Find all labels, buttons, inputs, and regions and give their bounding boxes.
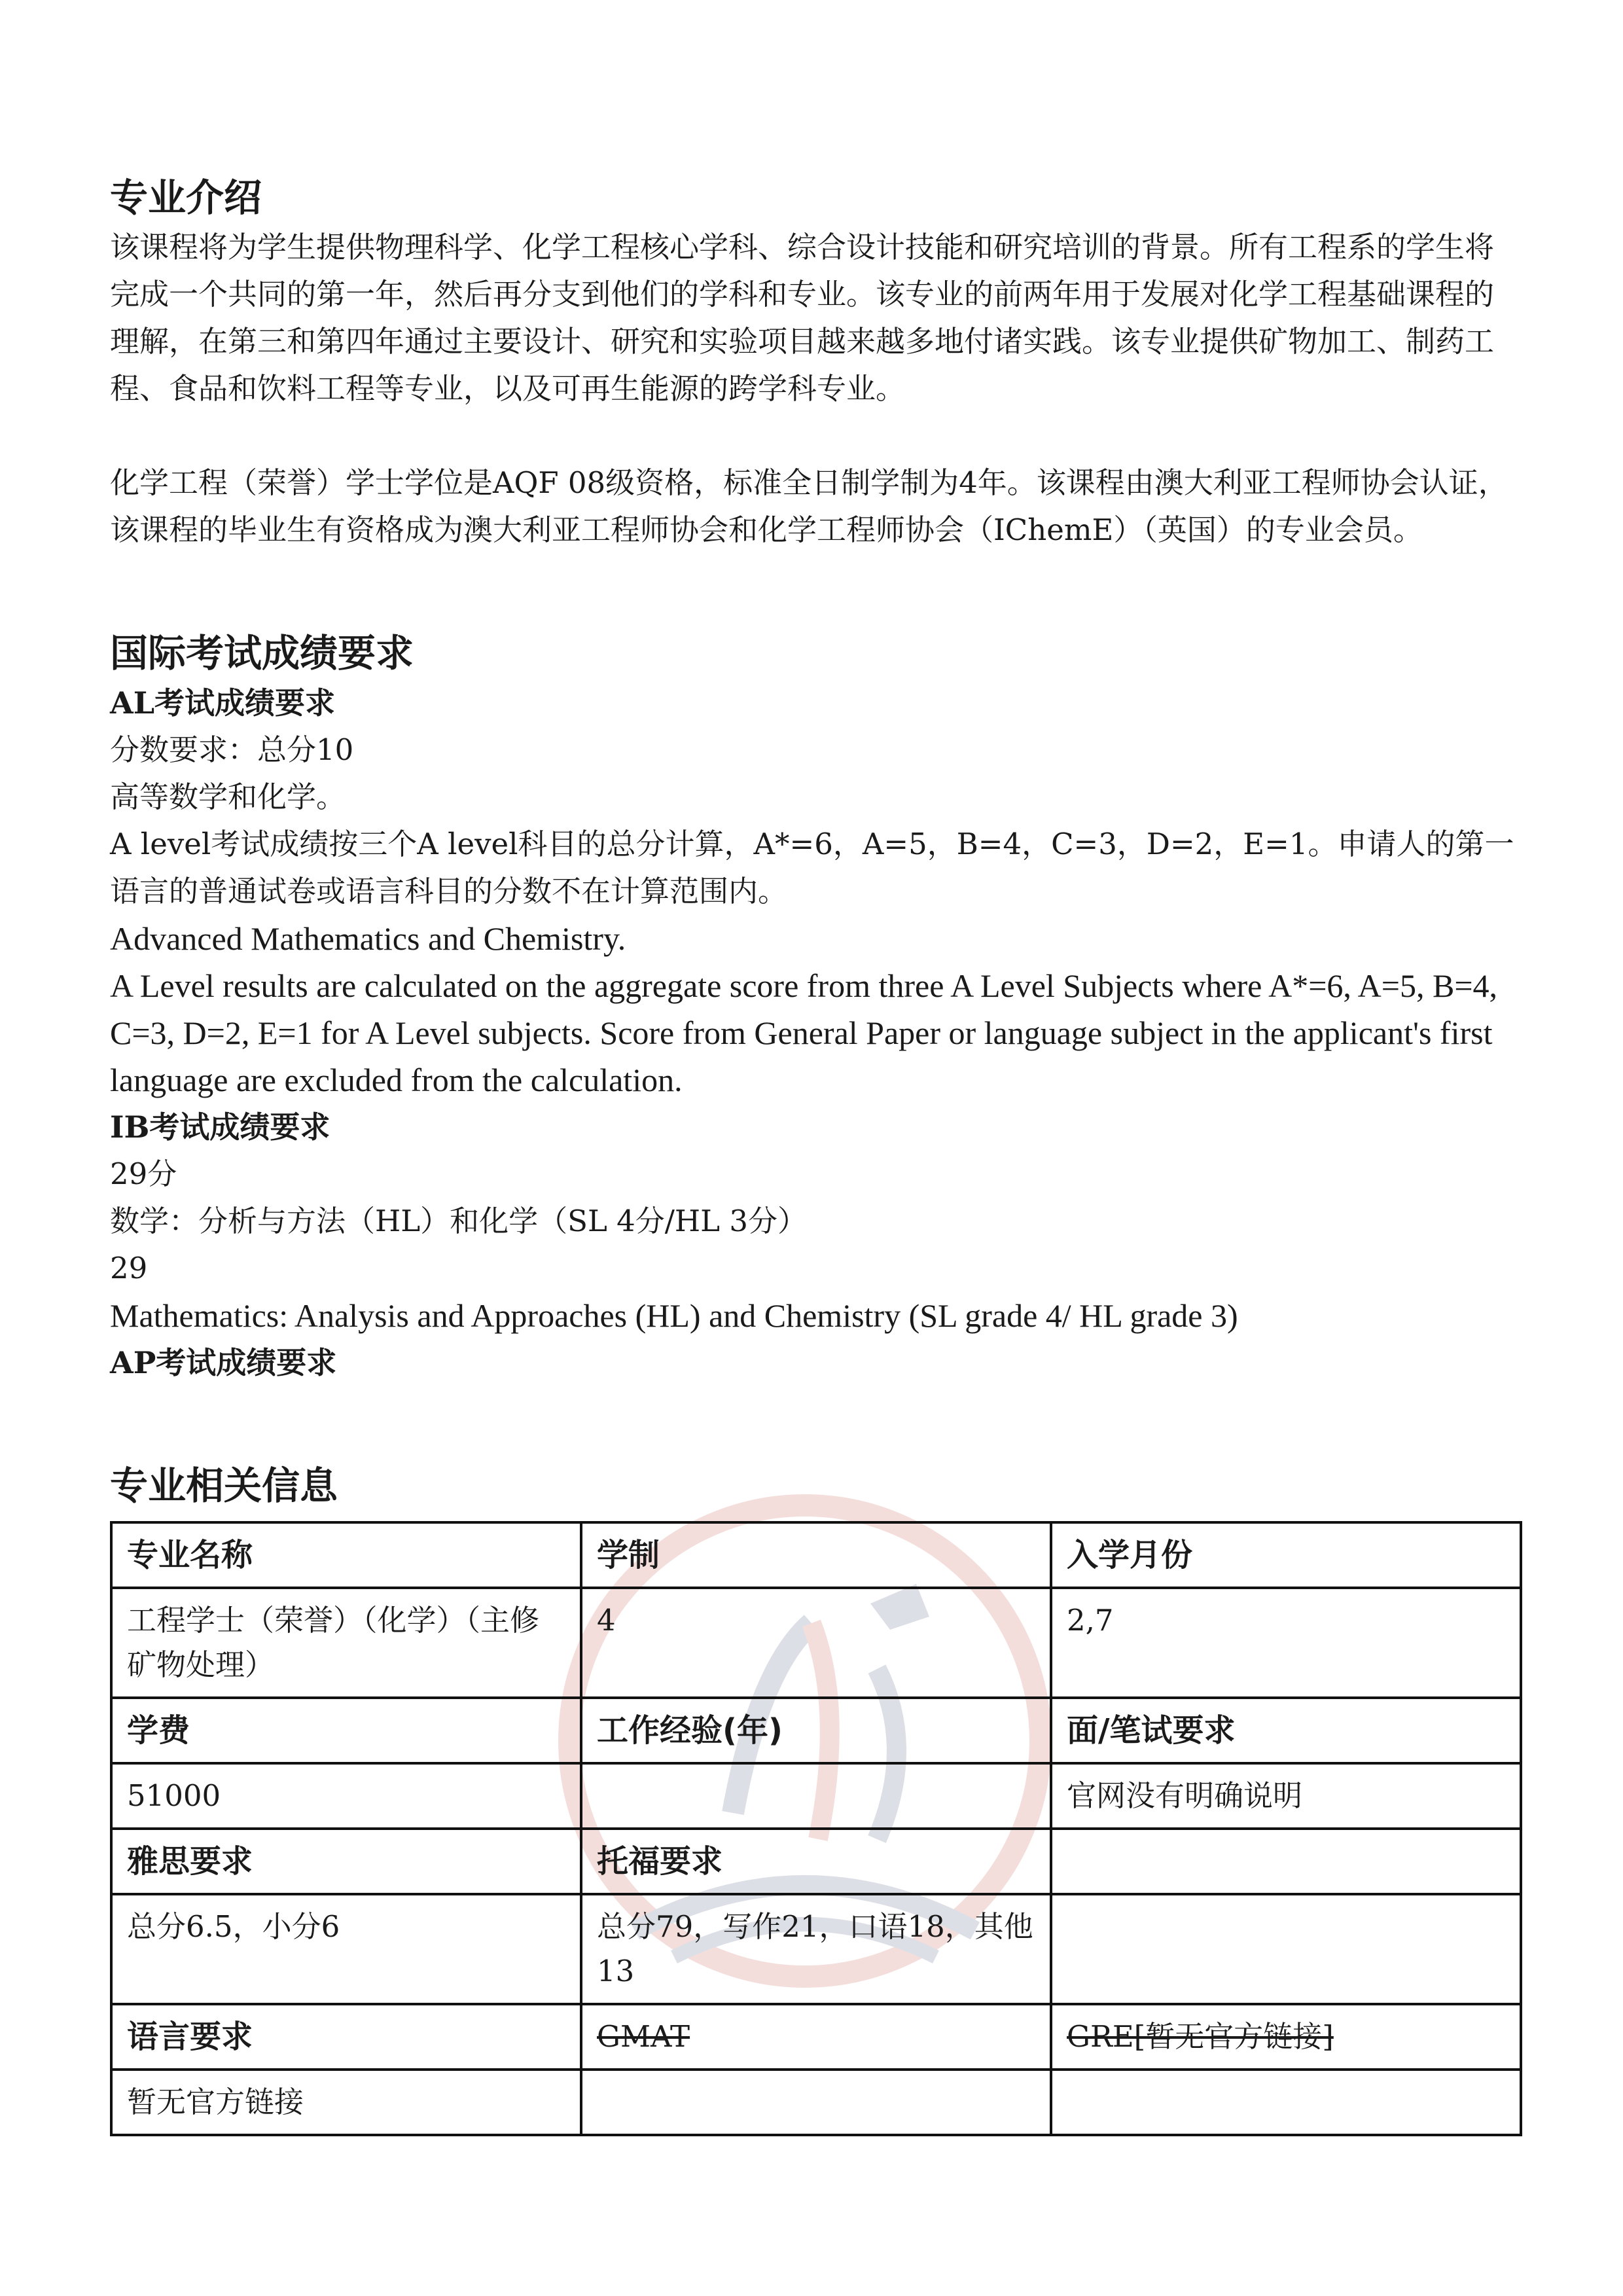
table-cell [1051, 1894, 1521, 2004]
al-english-line: Advanced Mathematics and Chemistry. [110, 920, 626, 957]
table-cell: 总分79，写作21，口语18，其他13 [581, 1894, 1051, 2004]
table-cell: 51000 [111, 1763, 581, 1829]
table-header-cell: 专业名称 [111, 1522, 581, 1588]
table-row [111, 1829, 1521, 1894]
table-row [111, 1894, 1521, 2004]
table-header-cell: 面/笔试要求 [1051, 1698, 1521, 1763]
ib-line: 29 [110, 1251, 148, 1285]
table-cell: 2,7 [1051, 1588, 1521, 1698]
intro-paragraph-2: 化学工程（荣誉）学士学位是AQF 08级资格，标准全日制学制为4年。该课程由澳大利亚工程师协会认证，该课程的毕业生有资格成为澳大利亚工程师协会和化学工程师协会（IChemE）（英国）的专业会员。 [110, 465, 1508, 547]
table-cell [581, 2070, 1051, 2135]
table-row [111, 1522, 1521, 1588]
document-page [110, 171, 1522, 2136]
al-line: A level考试成绩按三个A level科目的总分计算，A*=6，A=5，B=4，C=3，D=2，E=1。申请人的第一语言的普通试卷或语言科目的分数不在计算范围内。 [110, 827, 1514, 908]
table-header-cell: 工作经验(年) [581, 1698, 1051, 1763]
ib-line: 29分 [110, 1157, 177, 1191]
table-header-cell: 托福要求 [581, 1829, 1051, 1894]
table-row [111, 2070, 1521, 2135]
intro-title: 专业介绍 [110, 175, 262, 220]
table-header-cell: 学制 [581, 1522, 1051, 1588]
ib-title: IB考试成绩要求 [110, 1109, 330, 1145]
table-row [111, 1588, 1521, 1698]
table-cell: 官网没有明确说明 [1051, 1763, 1521, 1829]
ib-line: 数学：分析与方法（HL）和化学（SL 4分/HL 3分） [110, 1204, 807, 1238]
al-english-line: A Level results are calculated on the aggregate score from three A Level Subjects where A*=6, A=5, B=4, C=3, D=2, E=1 for A Level subjects. Score from General Paper or language subject in the applicant's first language are excluded from the calculation. [110, 967, 1498, 1098]
exams-title: 国际考试成绩要求 [110, 631, 414, 675]
gre-cell: GRE[暂无官方链接] [1051, 2004, 1521, 2070]
table-cell: 总分6.5，小分6 [111, 1894, 581, 2004]
table-header-cell [1051, 1829, 1521, 1894]
info-title: 专业相关信息 [110, 1463, 338, 1508]
table-cell [581, 1763, 1051, 1829]
table-row [111, 1698, 1521, 1763]
al-title: AL考试成绩要求 [110, 685, 336, 721]
info-table [110, 1521, 1522, 2136]
table-row [111, 2004, 1521, 2070]
table-header-cell: 入学月份 [1051, 1522, 1521, 1588]
table-row [111, 1763, 1521, 1829]
gmat-cell: GMAT [581, 2004, 1051, 2070]
ib-english-line: Mathematics: Analysis and Approaches (HL) and Chemistry (SL grade 4/ HL grade 3) [110, 1297, 1238, 1334]
table-cell: 暂无官方链接 [111, 2070, 581, 2135]
table-header-cell: 语言要求 [111, 2004, 581, 2070]
table-header-cell: 学费 [111, 1698, 581, 1763]
table-header-cell: 雅思要求 [111, 1829, 581, 1894]
al-line: 分数要求：总分10 [110, 732, 354, 767]
table-cell: 4 [581, 1588, 1051, 1698]
table-cell [1051, 2070, 1521, 2135]
al-line: 高等数学和化学。 [110, 780, 346, 814]
intro-paragraph-1: 该课程将为学生提供物理科学、化学工程核心学科、综合设计技能和研究培训的背景。所有工程系的学生将完成一个共同的第一年，然后再分支到他们的学科和专业。该专业的前两年用于发展对化学工程基础课程的理解，在第三和第四年通过主要设计、研究和实验项目越来越多地付诸实践。该专业提供矿物加工、制药工程、食品和饮料工程等专业，以及可再生能源的跨学科专业。 [110, 230, 1495, 406]
table-cell: 工程学士（荣誉）（化学）（主修矿物处理） [111, 1588, 581, 1698]
ap-title: AP考试成绩要求 [110, 1345, 337, 1380]
